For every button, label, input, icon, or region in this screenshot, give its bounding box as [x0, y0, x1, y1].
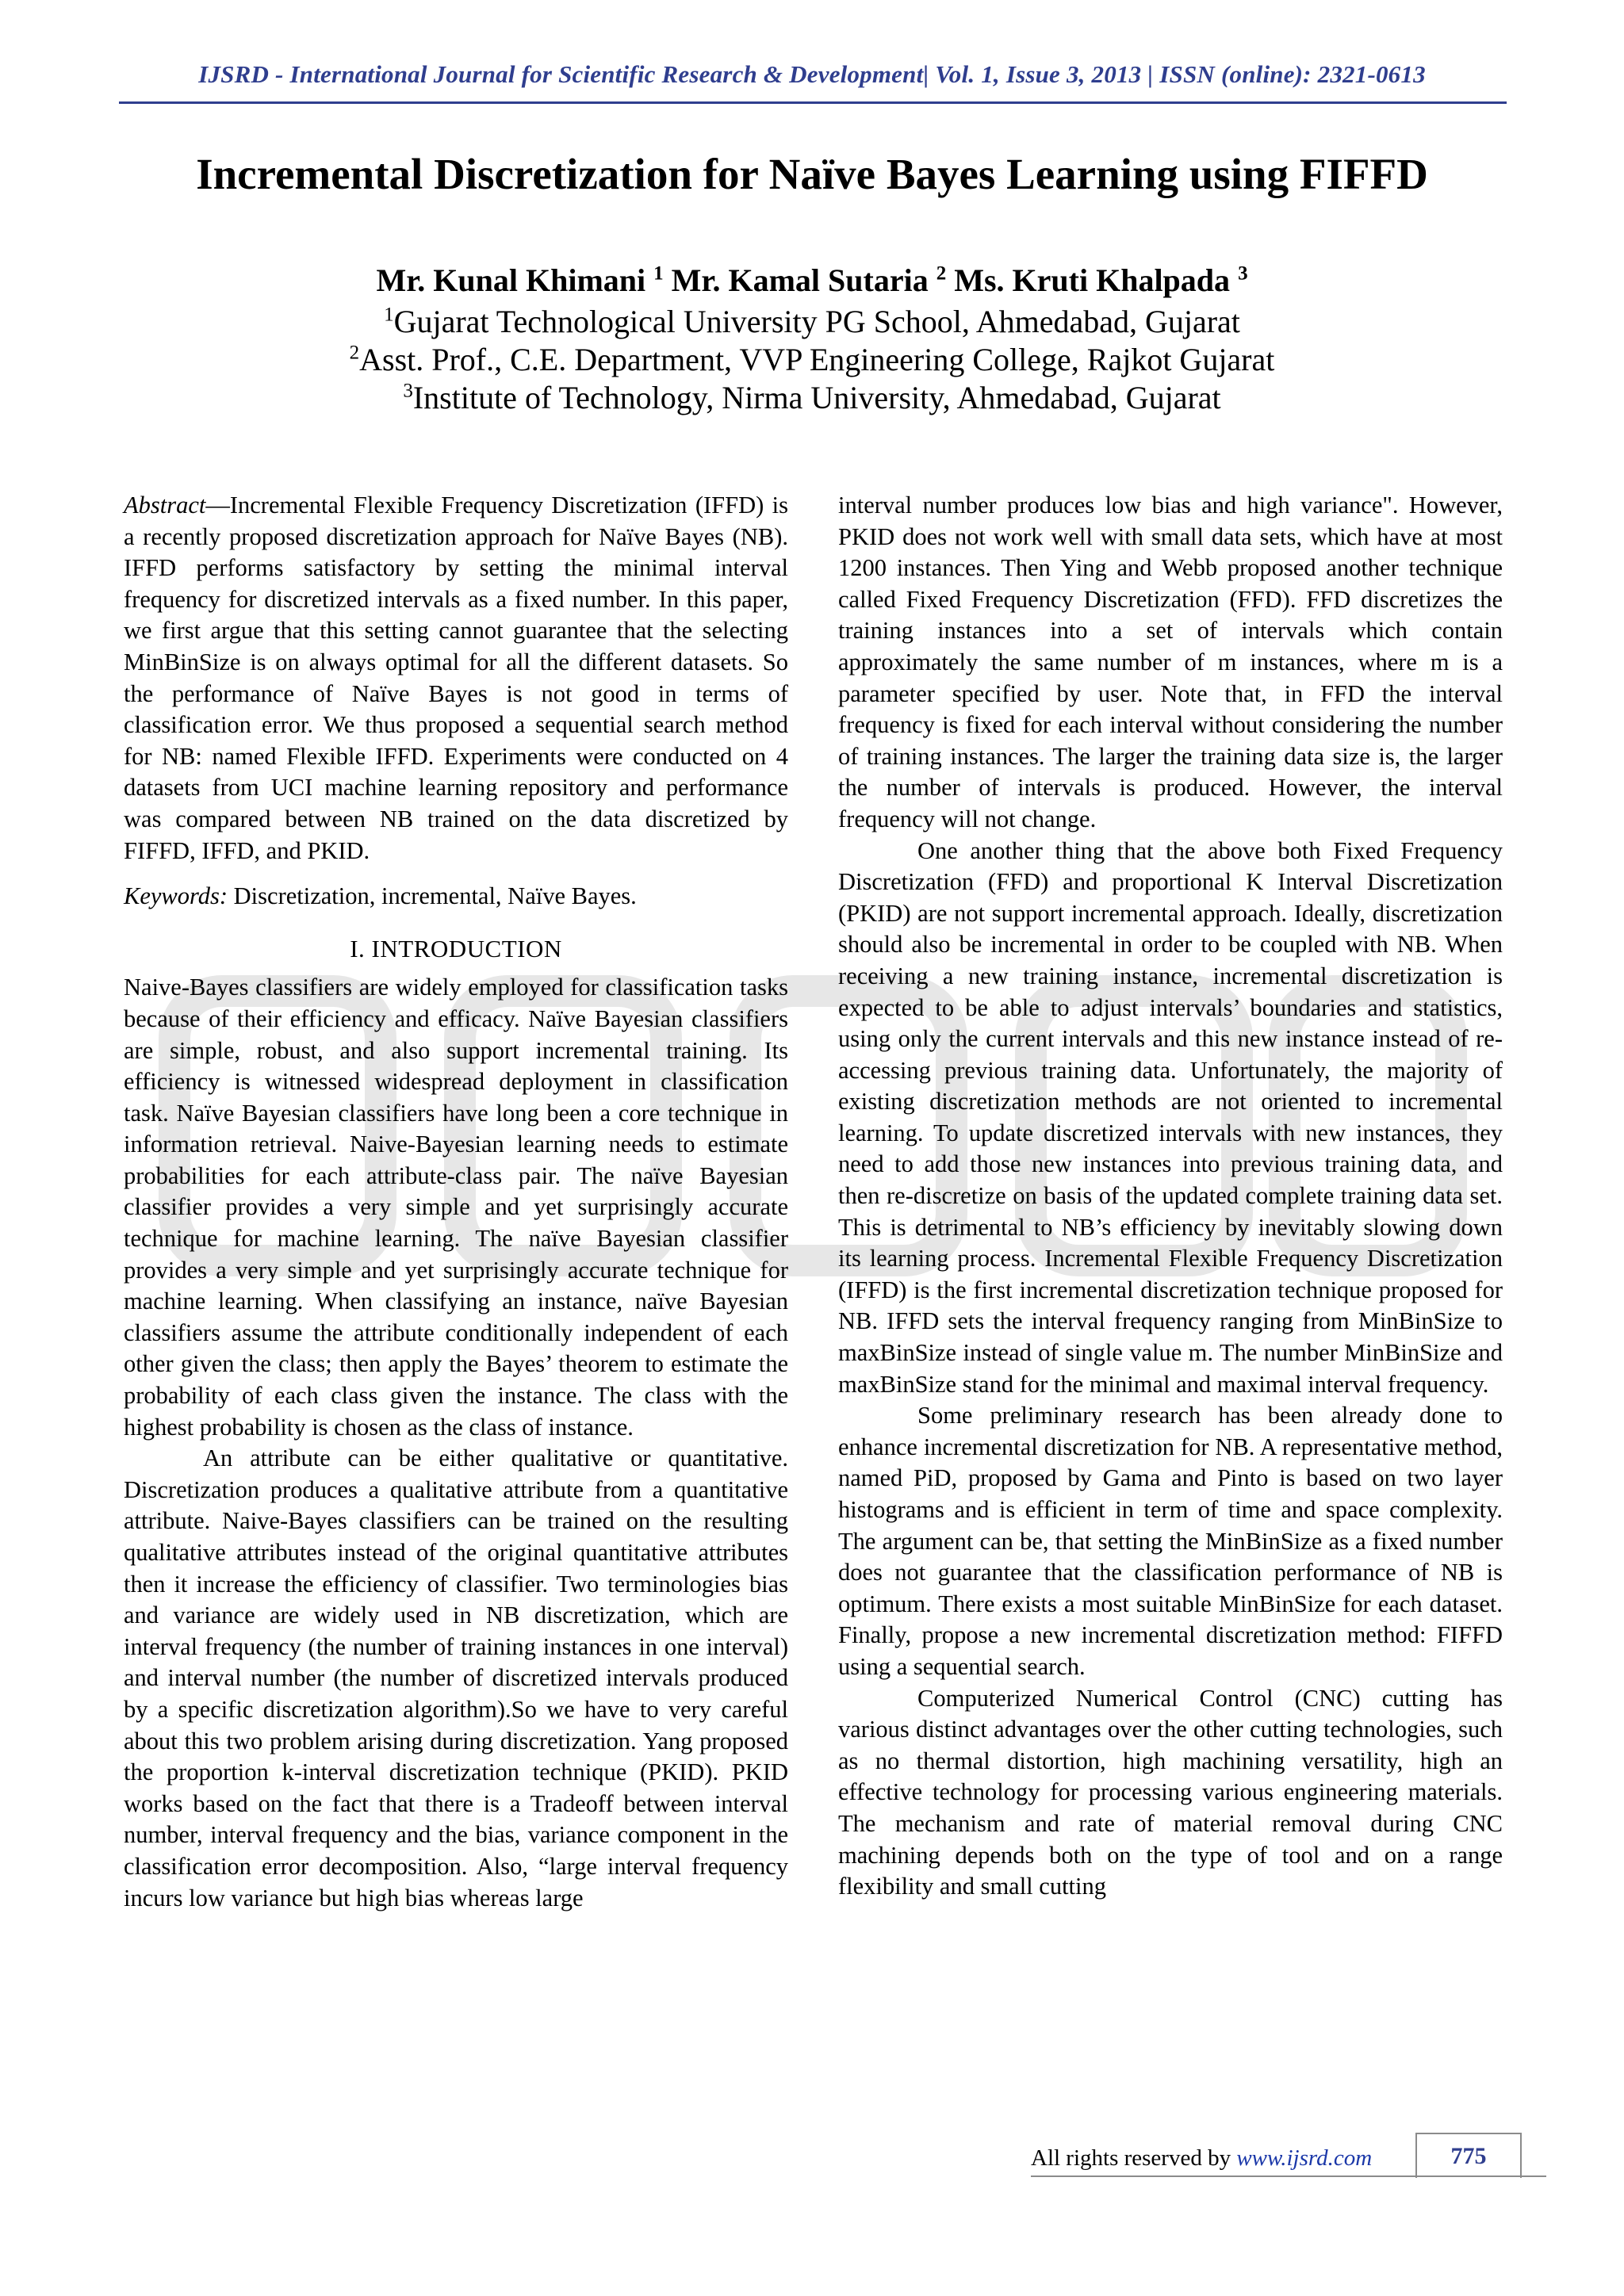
- author-2: Mr. Kamal Sutaria: [671, 262, 929, 298]
- author-3-sup: 3: [1238, 262, 1248, 285]
- affiliation-2-text: Asst. Prof., C.E. Department, VVP Engineering College, Rajkot Gujarat: [359, 342, 1275, 377]
- affiliation-2-sup: 2: [349, 342, 360, 364]
- footer-rights: [1031, 2145, 1372, 2172]
- left-column: [124, 490, 788, 1914]
- abstract-text: —Incremental Flexible Frequency Discretization (IFFD) is a recently proposed discretization approach for Naïve Bayes (NB). IFFD performs satisfactory by setting the minimal interval frequency for discretized intervals as a fixed number. In this paper, we first argue that this setting cannot guarantee that the selecting MinBinSize is on always optimal for all the different datasets. So the performance of Naïve Bayes is not good in terms of classification error. We thus proposed a sequential search method for NB: named Flexible IFFD. Experiments were conducted on 4 datasets from UCI machine learning repository and performance was compared between NB trained on the data discretized by FIFFD, IFFD, and PKID.: [124, 492, 788, 864]
- author-1-sup: 1: [653, 262, 664, 285]
- right-paragraph-2: One another thing that the above both Fixed Frequency Discretization (FFD) and proportional K Interval Discretization (PKID) are not support incremental approach. Ideally, discretization should also be incremental in order to be coupled with NB. When receiving a new training instance, incremental discretization is expected to be able to adjust intervals’ boundaries and statistics, using only the current intervals and this new instance instead of re-accessing previous training data. Unfortunately, the majority of existing discretization methods are not oriented to incremental learning. To update discretized intervals with new instances, they need to add those new instances into previous training data, and then re-discretize on basis of the updated complete training data set. This is detrimental to NB’s efficiency by inevitably slowing down its learning process. Incremental Flexible Frequency Discretization (IFFD) is the first incremental discretization technique proposed for NB. IFFD sets the interval frequency ranging from MinBinSize to maxBinSize instead of single value m. The number MinBinSize and maxBinSize stand for the minimal and maximal interval frequency.: [838, 836, 1503, 1398]
- keywords-label: Keywords:: [124, 882, 228, 910]
- affiliation-1-sup: 1: [384, 304, 394, 326]
- affiliation-1-text: Gujarat Technological University PG School, Ahmedabad, Gujarat: [393, 304, 1240, 339]
- keywords: [124, 881, 788, 913]
- affiliation-3: [0, 379, 1624, 416]
- affiliation-3-sup: 3: [403, 380, 413, 402]
- footer-rights-text: All rights reserved by: [1031, 2145, 1237, 2171]
- author-2-sup: 2: [936, 262, 947, 285]
- author-1: Mr. Kunal Khimani: [376, 262, 646, 298]
- right-paragraph-1: interval number produces low bias and high variance". However, PKID does not work well with small data sets, which have at most 1200 instances. Then Ying and Webb proposed another technique called Fixed Frequency Discretization (FFD). FFD discretizes the training instances into a set of intervals which contain approximately the same number of m instances, where m is a parameter specified by user. Note that, in FFD the interval frequency is fixed for each interval without considering the number of training instances. The larger the training data size is, the larger the number of intervals is produced. However, the interval frequency will not change.: [838, 492, 1503, 832]
- author-line: [0, 262, 1624, 299]
- right-paragraph-4: Computerized Numerical Control (CNC) cutting has various distinct advantages over the other cutting technologies, such as no thermal distortion, high machining versatility, high an effective technology for processing various engineering materials. The mechanism and rate of material removal during CNC machining depends both on the type of tool and on a range flexibility and small cutting: [838, 1684, 1503, 1900]
- journal-header: IJSRD - International Journal for Scientific Research & Development| Vol. 1, Issue 3, 2013 | ISSN (online): 2321-0613: [198, 60, 1426, 88]
- paper-title: Incremental Discretization for Naïve Bayes Learning using FIFFD: [196, 150, 1428, 198]
- intro-paragraph-2: An attribute can be either qualitative or quantitative. Discretization produces a qualitative attribute from a quantitative attribute. Naive-Bayes classifiers can be trained on the resulting qualitative attributes instead of the original quantitative attributes then it increase the efficiency of classifier. Two terminologies bias and variance are widely used in NB discretization, which are interval frequency (the number of training instances in one interval) and interval number (the number of discretized intervals produced by a specific discretization algorithm).So we have to very careful about this two problem arising during discretization. Yang proposed the proportion k-interval discretization technique (PKID). PKID works based on the fact that there is a Tradeoff between interval number, interval frequency and the bias, variance component in the classification error decomposition. Also, “large interval frequency incurs low variance but high bias whereas large: [124, 1445, 788, 1911]
- affiliation-1: [0, 303, 1624, 340]
- footer-site-link[interactable]: www.ijsrd.com: [1236, 2145, 1373, 2171]
- abstract: [124, 490, 788, 867]
- affiliation-3-text: Institute of Technology, Nirma University, Ahmedabad, Gujarat: [412, 380, 1221, 415]
- keywords-text: Discretization, incremental, Naïve Bayes.: [228, 882, 637, 910]
- right-paragraph-3: Some preliminary research has been already done to enhance incremental discretization for NB. A representative method, named PiD, proposed by Gama and Pinto is based on two layer histograms and is efficient in term of time and space complexity. The argument can be, that setting the MinBinSize as a fixed number does not guarantee that the classification performance of NB is optimum. There exists a most suitable MinBinSize for each dataset. Finally, propose a new incremental discretization method: FIFFD using a sequential search.: [838, 1402, 1503, 1680]
- header-rule: [119, 101, 1507, 104]
- abstract-label: Abstract: [124, 492, 206, 519]
- footer-rule: [1031, 2175, 1546, 2177]
- page-number: 775: [1415, 2133, 1522, 2178]
- section-heading-introduction: I. INTRODUCTION: [350, 934, 562, 962]
- affiliation-2: [0, 341, 1624, 378]
- author-3: Ms. Kruti Khalpada: [954, 262, 1231, 298]
- intro-paragraph-1: Naive-Bayes classifiers are widely employed for classification tasks because of their efficiency and efficacy. Naïve Bayesian classifiers are simple, robust, and also support incremental training. Its efficiency is witnessed widespread deployment in classification task. Naïve Bayesian classifiers have long been a core technique in information retrieval. Naive-Bayesian learning needs to estimate probabilities for each attribute-class pair. The naïve Bayesian classifier provides a very simple and yet surprisingly accurate technique for machine learning. The naïve Bayesian classifier provides a very simple and yet surprisingly accurate technique for machine learning. When classifying an instance, naïve Bayesian classifiers assume the attribute conditionally independent of each other given the class; then apply the Bayes’ theorem to estimate the probability of each class given the instance. The class with the highest probability is chosen as the class of instance.: [124, 974, 788, 1441]
- right-column: [838, 490, 1503, 1903]
